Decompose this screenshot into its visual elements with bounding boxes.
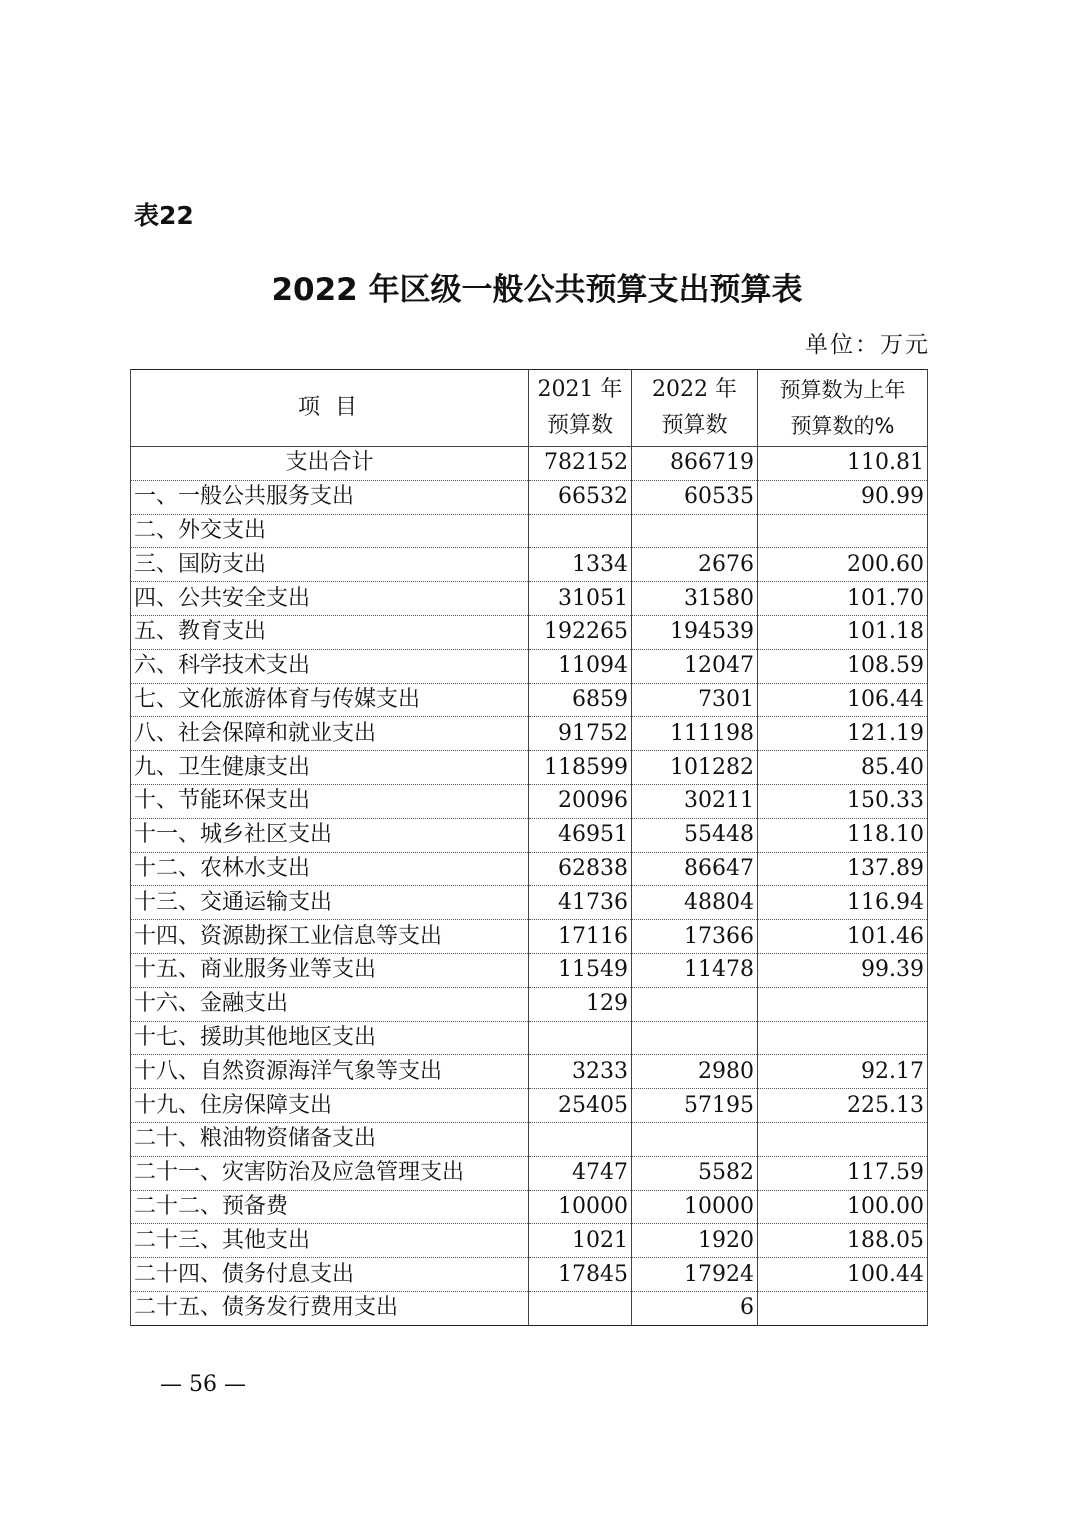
header-item: 项 目 bbox=[131, 370, 529, 447]
percent-cell bbox=[758, 987, 928, 1021]
percent-cell: 90.99 bbox=[758, 480, 928, 514]
percent-cell: 101.46 bbox=[758, 920, 928, 954]
budget-2022-cell: 101282 bbox=[632, 751, 758, 785]
budget-2022-cell: 194539 bbox=[632, 615, 758, 649]
item-name-cell: 十七、援助其他地区支出 bbox=[131, 1021, 529, 1055]
table-row bbox=[131, 1190, 928, 1224]
percent-cell bbox=[758, 1291, 928, 1325]
percent-cell: 137.89 bbox=[758, 852, 928, 886]
budget-2021-cell: 66532 bbox=[529, 480, 632, 514]
budget-2022-cell: 17924 bbox=[632, 1258, 758, 1292]
budget-2022-cell bbox=[632, 1122, 758, 1156]
budget-2021-cell: 62838 bbox=[529, 852, 632, 886]
budget-2022-cell: 2676 bbox=[632, 548, 758, 582]
table-row bbox=[131, 649, 928, 683]
total-row bbox=[131, 447, 928, 481]
budget-2021-cell: 782152 bbox=[529, 447, 632, 481]
budget-2021-cell: 1334 bbox=[529, 548, 632, 582]
table-row bbox=[131, 1122, 928, 1156]
percent-cell: 121.19 bbox=[758, 717, 928, 751]
item-name-cell: 六、科学技术支出 bbox=[131, 649, 529, 683]
budget-2022-cell: 86647 bbox=[632, 852, 758, 886]
budget-2021-cell: 1021 bbox=[529, 1224, 632, 1258]
table-row bbox=[131, 1224, 928, 1258]
table-row bbox=[131, 1291, 928, 1325]
budget-2022-cell: 111198 bbox=[632, 717, 758, 751]
table-row bbox=[131, 1258, 928, 1292]
budget-2021-cell: 10000 bbox=[529, 1190, 632, 1224]
item-name-cell: 三、国防支出 bbox=[131, 548, 529, 582]
percent-cell: 150.33 bbox=[758, 784, 928, 818]
budget-2022-cell: 55448 bbox=[632, 818, 758, 852]
percent-cell bbox=[758, 514, 928, 548]
budget-2022-cell bbox=[632, 1021, 758, 1055]
percent-cell: 225.13 bbox=[758, 1089, 928, 1123]
table-row bbox=[131, 852, 928, 886]
table-row bbox=[131, 1021, 928, 1055]
table-row bbox=[131, 582, 928, 616]
budget-2022-cell: 60535 bbox=[632, 480, 758, 514]
table-row bbox=[131, 920, 928, 954]
header-2022 bbox=[632, 370, 758, 447]
budget-2021-cell: 192265 bbox=[529, 615, 632, 649]
item-name-cell: 十六、金融支出 bbox=[131, 987, 529, 1021]
table-row bbox=[131, 987, 928, 1021]
table-row bbox=[131, 717, 928, 751]
table-row bbox=[131, 1089, 928, 1123]
budget-2022-cell bbox=[632, 514, 758, 548]
item-name-cell: 二十二、预备费 bbox=[131, 1190, 529, 1224]
item-name-cell: 十二、农林水支出 bbox=[131, 852, 529, 886]
item-name-cell: 支出合计 bbox=[131, 447, 529, 481]
percent-cell: 188.05 bbox=[758, 1224, 928, 1258]
budget-table bbox=[130, 369, 928, 1326]
table-row bbox=[131, 615, 928, 649]
item-name-cell: 八、社会保障和就业支出 bbox=[131, 717, 529, 751]
page-number: — 56 — bbox=[160, 1372, 246, 1397]
item-name-cell: 十四、资源勘探工业信息等支出 bbox=[131, 920, 529, 954]
percent-cell: 99.39 bbox=[758, 953, 928, 987]
item-name-cell: 十一、城乡社区支出 bbox=[131, 818, 529, 852]
table-row bbox=[131, 480, 928, 514]
budget-2021-cell: 129 bbox=[529, 987, 632, 1021]
item-name-cell: 十三、交通运输支出 bbox=[131, 886, 529, 920]
percent-cell: 116.94 bbox=[758, 886, 928, 920]
budget-2022-cell bbox=[632, 987, 758, 1021]
percent-cell: 92.17 bbox=[758, 1055, 928, 1089]
header-2022-line1: 2022 年 bbox=[652, 377, 737, 402]
budget-2021-cell bbox=[529, 1122, 632, 1156]
budget-2021-cell: 17116 bbox=[529, 920, 632, 954]
budget-2022-cell: 48804 bbox=[632, 886, 758, 920]
item-name-cell: 十、节能环保支出 bbox=[131, 784, 529, 818]
budget-2022-cell: 12047 bbox=[632, 649, 758, 683]
item-name-cell: 二十、粮油物资储备支出 bbox=[131, 1122, 529, 1156]
table-row bbox=[131, 683, 928, 717]
budget-2022-cell: 10000 bbox=[632, 1190, 758, 1224]
budget-2021-cell bbox=[529, 1021, 632, 1055]
budget-2022-cell: 57195 bbox=[632, 1089, 758, 1123]
item-name-cell: 二、外交支出 bbox=[131, 514, 529, 548]
header-2021 bbox=[529, 370, 632, 447]
budget-2021-cell: 46951 bbox=[529, 818, 632, 852]
budget-2021-cell: 11549 bbox=[529, 953, 632, 987]
header-percent-line1: 预算数为上年 bbox=[779, 378, 906, 402]
percent-cell: 100.00 bbox=[758, 1190, 928, 1224]
budget-2021-cell: 41736 bbox=[529, 886, 632, 920]
budget-2021-cell: 91752 bbox=[529, 717, 632, 751]
budget-2021-cell: 4747 bbox=[529, 1156, 632, 1190]
unit-label: 单位：万元 bbox=[805, 332, 930, 358]
percent-cell: 101.70 bbox=[758, 582, 928, 616]
budget-2021-cell: 31051 bbox=[529, 582, 632, 616]
item-name-cell: 十八、自然资源海洋气象等支出 bbox=[131, 1055, 529, 1089]
item-name-cell: 二十三、其他支出 bbox=[131, 1224, 529, 1258]
budget-2022-cell: 17366 bbox=[632, 920, 758, 954]
percent-cell: 200.60 bbox=[758, 548, 928, 582]
table-row bbox=[131, 1055, 928, 1089]
table-row bbox=[131, 548, 928, 582]
item-name-cell: 九、卫生健康支出 bbox=[131, 751, 529, 785]
budget-2021-cell bbox=[529, 1291, 632, 1325]
table-row bbox=[131, 1156, 928, 1190]
budget-2022-cell: 7301 bbox=[632, 683, 758, 717]
budget-2022-cell: 2980 bbox=[632, 1055, 758, 1089]
budget-2021-cell: 20096 bbox=[529, 784, 632, 818]
budget-2022-cell: 866719 bbox=[632, 447, 758, 481]
header-2021-line1: 2021 年 bbox=[537, 377, 623, 402]
percent-cell: 106.44 bbox=[758, 683, 928, 717]
item-name-cell: 二十四、债务付息支出 bbox=[131, 1258, 529, 1292]
budget-2021-cell bbox=[529, 514, 632, 548]
percent-cell: 110.81 bbox=[758, 447, 928, 481]
header-percent-line2: 预算数的% bbox=[790, 414, 895, 438]
budget-2021-cell: 118599 bbox=[529, 751, 632, 785]
table-row bbox=[131, 953, 928, 987]
table-body bbox=[131, 447, 928, 1326]
budget-2022-cell: 5582 bbox=[632, 1156, 758, 1190]
percent-cell: 118.10 bbox=[758, 818, 928, 852]
percent-cell bbox=[758, 1021, 928, 1055]
table-row bbox=[131, 818, 928, 852]
item-name-cell: 七、文化旅游体育与传媒支出 bbox=[131, 683, 529, 717]
header-2021-line2: 预算数 bbox=[546, 413, 613, 438]
header-2022-line2: 预算数 bbox=[661, 413, 728, 438]
table-row bbox=[131, 514, 928, 548]
percent-cell: 100.44 bbox=[758, 1258, 928, 1292]
table-number: 表22 bbox=[134, 201, 194, 230]
item-name-cell: 四、公共安全支出 bbox=[131, 582, 529, 616]
percent-cell: 85.40 bbox=[758, 751, 928, 785]
item-name-cell: 二十一、灾害防治及应急管理支出 bbox=[131, 1156, 529, 1190]
budget-2021-cell: 6859 bbox=[529, 683, 632, 717]
header-row bbox=[131, 370, 928, 447]
item-name-cell: 十五、商业服务业等支出 bbox=[131, 953, 529, 987]
item-name-cell: 二十五、债务发行费用支出 bbox=[131, 1291, 529, 1325]
budget-2021-cell: 3233 bbox=[529, 1055, 632, 1089]
table-row bbox=[131, 784, 928, 818]
budget-2022-cell: 1920 bbox=[632, 1224, 758, 1258]
budget-2022-cell: 31580 bbox=[632, 582, 758, 616]
item-name-cell: 五、教育支出 bbox=[131, 615, 529, 649]
percent-cell: 108.59 bbox=[758, 649, 928, 683]
percent-cell bbox=[758, 1122, 928, 1156]
item-name-cell: 十九、住房保障支出 bbox=[131, 1089, 529, 1123]
budget-2022-cell: 30211 bbox=[632, 784, 758, 818]
budget-2021-cell: 25405 bbox=[529, 1089, 632, 1123]
table-row bbox=[131, 751, 928, 785]
table-row bbox=[131, 886, 928, 920]
percent-cell: 117.59 bbox=[758, 1156, 928, 1190]
budget-2022-cell: 6 bbox=[632, 1291, 758, 1325]
item-name-cell: 一、一般公共服务支出 bbox=[131, 480, 529, 514]
budget-2022-cell: 11478 bbox=[632, 953, 758, 987]
header-percent bbox=[758, 370, 928, 447]
page-title: 2022 年区级一般公共预算支出预算表 bbox=[271, 272, 803, 308]
percent-cell: 101.18 bbox=[758, 615, 928, 649]
budget-2021-cell: 17845 bbox=[529, 1258, 632, 1292]
budget-2021-cell: 11094 bbox=[529, 649, 632, 683]
